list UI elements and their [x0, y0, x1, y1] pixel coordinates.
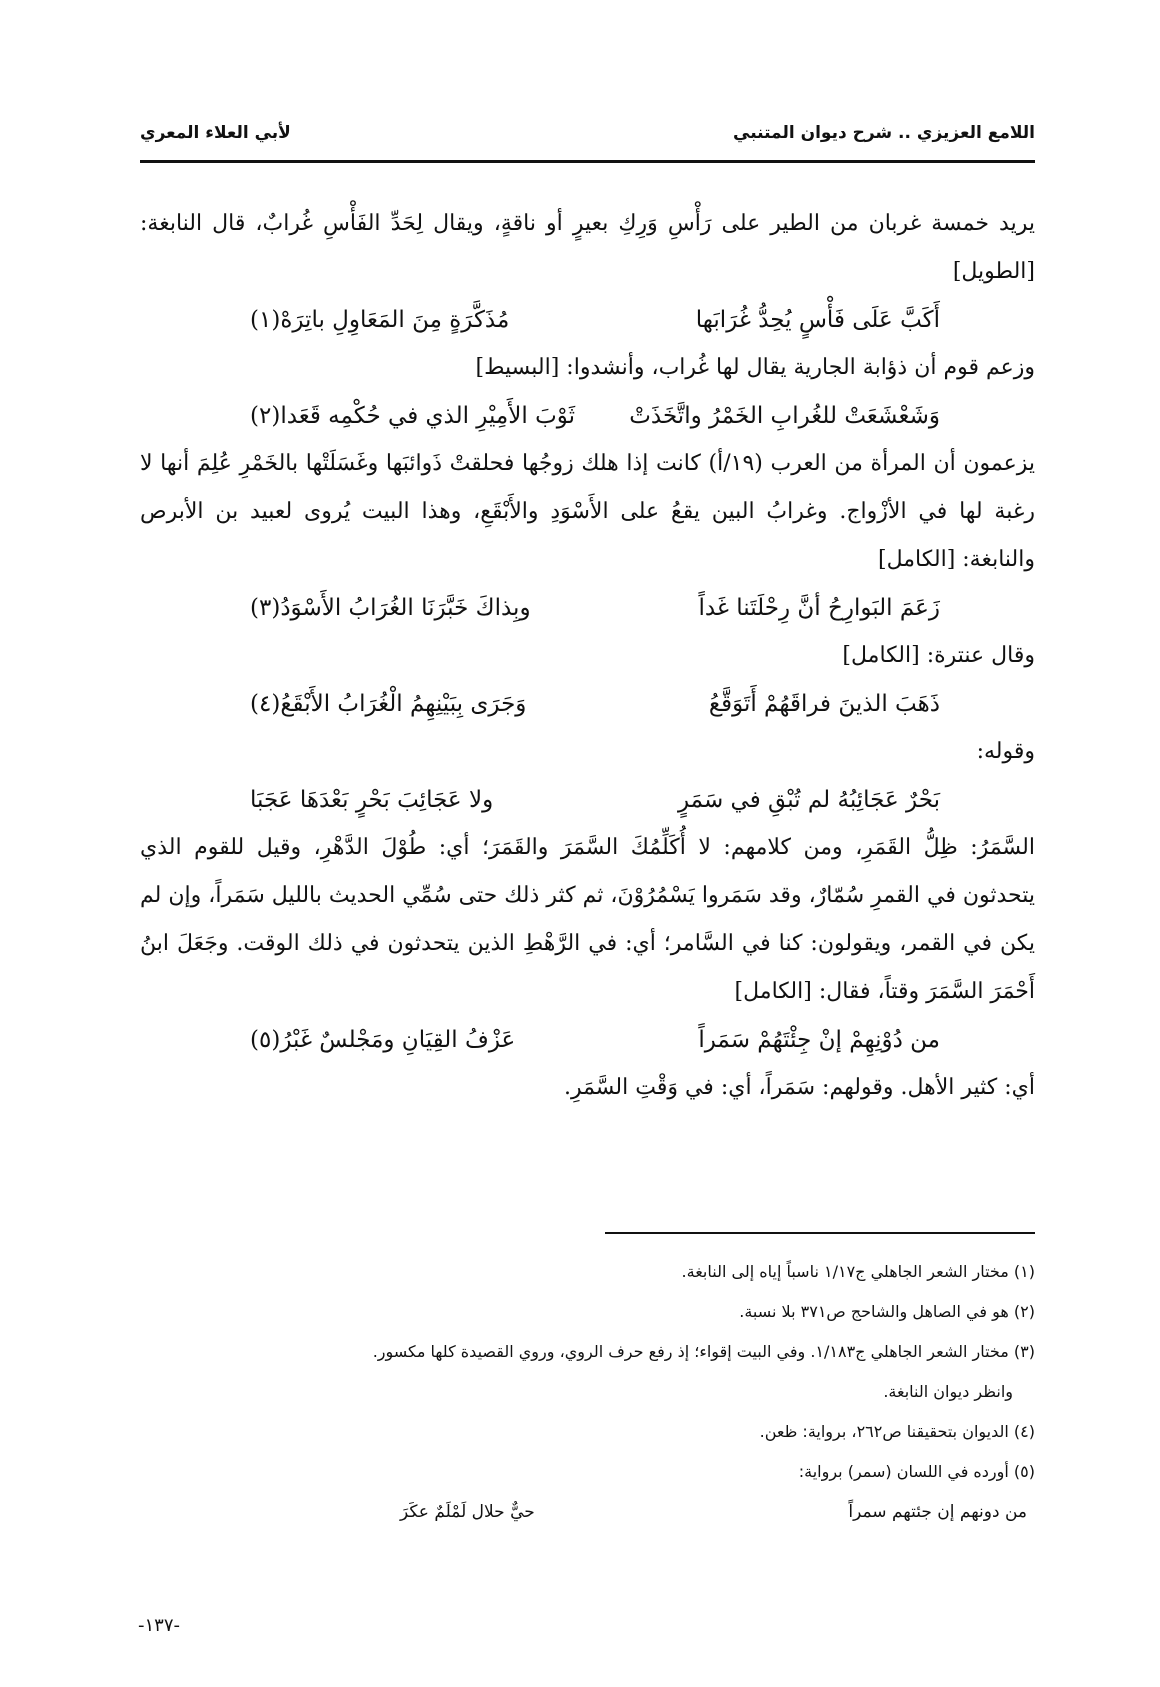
- verse-second-hemistich: وَجَرَى بِبَيْنِهِمُ الْغُرَابُ الأَبْقَعُ(٤): [250, 691, 527, 717]
- verse-second-hemistich: وبِذاكَ خَبَّرَنَا الغُرَابُ الأَسْوَدُ(٣): [250, 595, 531, 621]
- verse-line: [140, 776, 1035, 824]
- verse-first-hemistich: وَشَعْشَعَتْ للغُرابِ الخَمْرُ واتَّخَذَتْ: [629, 403, 940, 429]
- verse-second-hemistich: ثَوْبَ الأَمِيْرِ الذي في حُكْمِه قَعَدا(٢): [250, 403, 576, 429]
- page-number: -١٣٧-: [138, 1615, 181, 1636]
- running-header: [140, 118, 1035, 148]
- paragraph: أي: كثير الأهل. وقولهم: سَمَراً، أي: في وَقْتِ السَّمَرِ.: [563, 1075, 1035, 1100]
- book-title: اللامع العزيزي .. شرح ديوان المتنبي: [733, 123, 1035, 143]
- header-rule: [140, 160, 1035, 163]
- footnote-3-continuation: وانظر ديوان النابغة.: [883, 1382, 1013, 1401]
- paragraph: يريد خمسة غربان من الطير على رَأْسِ وَرِكِ بعيرٍ أو ناقةٍ، ويقال لِحَدِّ الفَأْسِ غُرابٌ، قال النابغة: [الطويل]: [140, 211, 1035, 284]
- footnote-separator: [605, 1232, 1035, 1234]
- author-name: لأبي العلاء المعري: [140, 123, 291, 143]
- footnote-1: (١) مختار الشعر الجاهلي ج١/١٧ ناسباً إياه إلى النابغة.: [681, 1262, 1035, 1281]
- footnote-2: (٢) هو في الصاهل والشاحج ص٣٧١ بلا نسبة.: [739, 1302, 1035, 1321]
- footnote-5: (٥) أورده في اللسان (سمر) برواية:: [798, 1462, 1035, 1481]
- verse-line: [140, 296, 1035, 344]
- paragraph: وزعم قوم أن ذؤابة الجارية يقال لها غُراب، وأنشدوا: [البسيط]: [475, 355, 1035, 380]
- paragraph: يزعمون أن المرأة من العرب (١٩/أ) كانت إذا هلك زوجُها فحلقتْ ذَوائبَها وغَسَلَتْها بالخَمْرِ عُلِمَ أنها لا رغبة لها في الأزْواج. وغرابُ البين يقعُ على الأَسْوَدِ والأَبْقَعِ، وهذا البيت يُروى لعبيد بن الأبرص والنابغة: [الكامل]: [140, 451, 1035, 572]
- verse-line: [140, 680, 1035, 728]
- verse-first-hemistich: أَكَبَّ عَلَى فَأْسٍ يُحِدُّ غُرَابَها: [695, 307, 940, 333]
- footnote-4: (٤) الديوان بتحقيقنا ص٢٦٢، برواية: ظعن.: [759, 1422, 1035, 1441]
- verse-second-hemistich: مُذَكَّرَةٍ مِنَ المَعَاوِلِ باتِرَهْ(١): [250, 307, 510, 333]
- verse-line: [140, 1016, 1035, 1064]
- verse-first-hemistich: من دُوْنِهِمْ إنْ جِئْتَهُمْ سَمَراً: [698, 1027, 940, 1053]
- verse-first-hemistich: بَحْرٌ عَجَائِبُهُ لم تُبْقِ في سَمَرٍ: [677, 787, 940, 813]
- footnotes: [140, 1252, 1035, 1532]
- paragraph: السَّمَرُ: ظِلُّ القَمَرِ، ومن كلامهم: لا أُكَلِّمُكَ السَّمَرَ والقَمَرَ؛ أي: طُوْلَ الدَّهْرِ، وقيل للقوم الذي يتحدثون في القمرِ سُمّارٌ، وقد سَمَروا يَسْمُرُوْنَ، ثم كثر ذلك حتى سُمِّي الحديث بالليل سَمَراً، وإن لم يكن في القمر، ويقولون: كنا في السَّامر؛ أي: في الرَّهْطِ الذين يتحدثون في ذلك الوقت. وجَعَلَ ابنُ أَحْمَرَ السَّمَرَ وقتاً، فقال: [الكامل]: [140, 835, 1035, 1004]
- verse-second-hemistich: ولا عَجَائِبَ بَحْرٍ بَعْدَهَا عَجَبَا: [250, 787, 494, 813]
- verse-first-hemistich: زَعَمَ البَوارِحُ أنَّ رِحْلَتَنا غَداً: [698, 595, 940, 621]
- paragraph: وقوله:: [976, 739, 1035, 764]
- verse-second-hemistich: حيٌّ حلال لَمْلَمٌ عكَرَ: [400, 1502, 535, 1522]
- verse-first-hemistich: من دونهم إن جئتهم سمراً: [848, 1502, 1027, 1522]
- main-text: [140, 200, 1035, 1112]
- verse-first-hemistich: ذَهَبَ الذينَ فراقَهُمْ أَتَوَقَّعُ: [708, 691, 940, 717]
- verse-second-hemistich: عَزْفُ القِيَانِ ومَجْلسٌ غَبْرُ(٥): [250, 1027, 516, 1053]
- verse-line: [140, 392, 1035, 440]
- footnote-verse: [140, 1492, 1035, 1532]
- verse-line: [140, 584, 1035, 632]
- footnote-3: (٣) مختار الشعر الجاهلي ج١/١٨٣. وفي البيت إقواء؛ إذ رفع حرف الروي، وروي القصيدة كلها مكسور.: [372, 1342, 1035, 1361]
- paragraph: وقال عنترة: [الكامل]: [842, 643, 1035, 668]
